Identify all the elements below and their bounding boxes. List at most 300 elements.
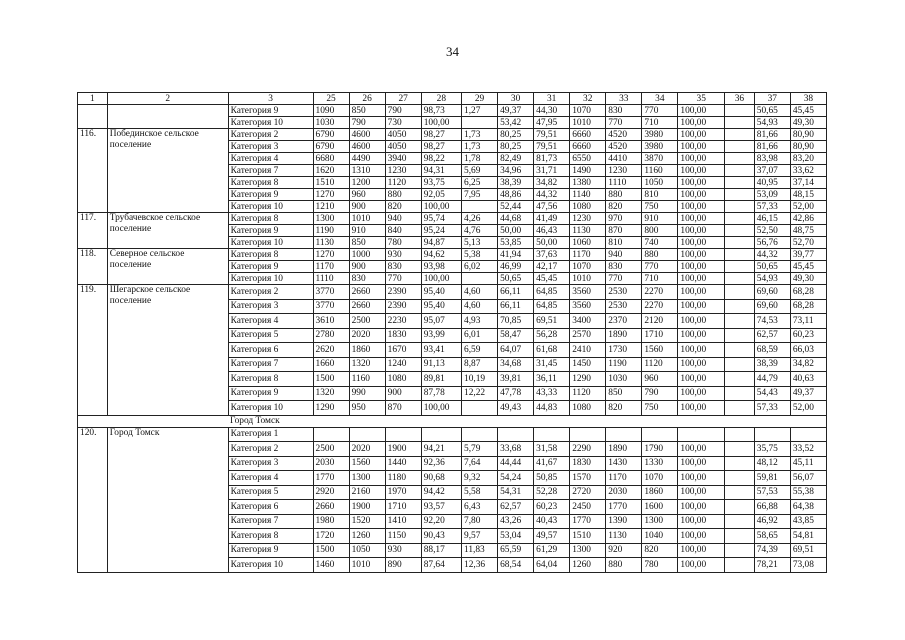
value-cell: 1790 [642, 442, 678, 457]
value-cell: 960 [642, 372, 678, 387]
value-cell: 970 [606, 213, 642, 225]
value-cell: 2530 [606, 299, 642, 314]
value-cell: 1600 [642, 500, 678, 515]
value-cell: 50,65 [498, 273, 534, 285]
value-cell: 880 [385, 189, 421, 201]
value-cell: 42,17 [534, 261, 570, 273]
value-cell: 770 [642, 105, 678, 117]
header-cell: 1 [78, 93, 108, 105]
value-cell: 4490 [349, 153, 385, 165]
value-cell: 40,95 [754, 177, 790, 189]
row-number [78, 105, 108, 129]
value-cell: 2270 [642, 285, 678, 300]
value-cell: 36,11 [534, 372, 570, 387]
value-cell: 52,50 [754, 225, 790, 237]
value-cell: 66,03 [790, 343, 826, 358]
value-cell [725, 129, 755, 141]
value-cell: 1320 [349, 357, 385, 372]
value-cell: 69,51 [790, 543, 826, 558]
value-cell [725, 558, 755, 573]
value-cell: 57,33 [754, 401, 790, 416]
value-cell: 940 [385, 213, 421, 225]
value-cell: 1040 [642, 529, 678, 544]
value-cell: 5,13 [462, 237, 498, 249]
value-cell: 4,60 [462, 285, 498, 300]
value-cell: 3400 [570, 314, 606, 329]
header-cell: 33 [606, 93, 642, 105]
value-cell: 58,65 [754, 529, 790, 544]
value-cell: 10,19 [462, 372, 498, 387]
value-cell: 100,00 [678, 456, 725, 471]
value-cell: 44,30 [534, 105, 570, 117]
header-cell: 28 [421, 93, 461, 105]
value-cell: 1300 [570, 543, 606, 558]
value-cell: 41,67 [534, 456, 570, 471]
value-cell: 47,56 [534, 201, 570, 213]
value-cell: 45,45 [790, 261, 826, 273]
value-cell: 43,26 [498, 514, 534, 529]
value-cell: 2450 [570, 500, 606, 515]
value-cell: 68,28 [790, 299, 826, 314]
value-cell: 12,22 [462, 386, 498, 401]
value-cell: 2290 [570, 442, 606, 457]
value-cell: 6,59 [462, 343, 498, 358]
category-cell: Категория 10 [228, 201, 313, 213]
value-cell: 1190 [606, 357, 642, 372]
value-cell [725, 117, 755, 129]
value-cell: 2620 [313, 343, 349, 358]
value-cell: 1900 [385, 442, 421, 457]
value-cell: 100,00 [421, 201, 461, 213]
value-cell: 46,43 [534, 225, 570, 237]
value-cell: 61,68 [534, 343, 570, 358]
value-cell: 7,64 [462, 456, 498, 471]
settlement-name: Побединское сельское поселение [107, 129, 228, 213]
value-cell: 990 [349, 386, 385, 401]
value-cell: 770 [385, 273, 421, 285]
value-cell: 90,43 [421, 529, 461, 544]
value-cell: 89,81 [421, 372, 461, 387]
value-cell: 1300 [642, 514, 678, 529]
value-cell: 87,78 [421, 386, 461, 401]
value-cell: 94,87 [421, 237, 461, 249]
header-cell: 3 [228, 93, 313, 105]
value-cell: 2660 [313, 500, 349, 515]
value-cell: 7,80 [462, 514, 498, 529]
value-cell: 80,90 [790, 129, 826, 141]
value-cell [725, 177, 755, 189]
value-cell: 48,15 [790, 189, 826, 201]
category-cell: Категория 9 [228, 543, 313, 558]
category-cell: Категория 5 [228, 485, 313, 500]
value-cell: 6660 [570, 129, 606, 141]
value-cell: 1,27 [462, 105, 498, 117]
value-cell: 2020 [349, 328, 385, 343]
value-cell: 780 [642, 558, 678, 573]
value-cell: 48,86 [498, 189, 534, 201]
value-cell: 52,00 [790, 201, 826, 213]
header-cell: 2 [107, 93, 228, 105]
value-cell: 4600 [349, 129, 385, 141]
value-cell: 6,25 [462, 177, 498, 189]
value-cell: 770 [642, 261, 678, 273]
value-cell: 40,43 [534, 514, 570, 529]
value-cell: 1510 [313, 177, 349, 189]
settlement-name [107, 105, 228, 129]
value-cell [725, 285, 755, 300]
value-cell: 1160 [349, 372, 385, 387]
category-cell: Категория 9 [228, 225, 313, 237]
value-cell [725, 237, 755, 249]
value-cell: 1570 [570, 471, 606, 486]
value-cell: 1,73 [462, 129, 498, 141]
value-cell: 68,59 [754, 343, 790, 358]
value-cell: 740 [642, 237, 678, 249]
value-cell: 48,75 [790, 225, 826, 237]
value-cell: 1140 [570, 189, 606, 201]
value-cell: 93,99 [421, 328, 461, 343]
value-cell: 1380 [570, 177, 606, 189]
value-cell: 9,57 [462, 529, 498, 544]
value-cell: 44,68 [498, 213, 534, 225]
category-cell: Категория 3 [228, 456, 313, 471]
value-cell: 1010 [349, 213, 385, 225]
value-cell: 69,51 [534, 314, 570, 329]
value-cell: 66,88 [754, 500, 790, 515]
value-cell: 1980 [313, 514, 349, 529]
value-cell: 2410 [570, 343, 606, 358]
value-cell: 1130 [606, 529, 642, 544]
value-cell [725, 328, 755, 343]
value-cell: 2500 [313, 442, 349, 457]
value-cell: 43,85 [790, 514, 826, 529]
value-cell: 1230 [606, 165, 642, 177]
value-cell: 57,33 [754, 201, 790, 213]
value-cell: 100,00 [678, 261, 725, 273]
value-cell: 2390 [385, 285, 421, 300]
row-number: 119. [78, 285, 108, 416]
value-cell: 59,81 [754, 471, 790, 486]
category-cell: Категория 10 [228, 237, 313, 249]
value-cell: 37,07 [754, 165, 790, 177]
value-cell: 920 [606, 543, 642, 558]
value-cell: 1030 [313, 117, 349, 129]
value-cell: 1320 [313, 386, 349, 401]
value-cell [725, 372, 755, 387]
value-cell [725, 343, 755, 358]
value-cell: 100,00 [678, 372, 725, 387]
value-cell: 710 [642, 273, 678, 285]
value-cell: 100,00 [678, 514, 725, 529]
value-cell: 100,00 [678, 543, 725, 558]
value-cell: 1720 [313, 529, 349, 544]
value-cell: 940 [606, 249, 642, 261]
value-cell: 62,57 [498, 500, 534, 515]
value-cell: 2020 [349, 442, 385, 457]
value-cell: 850 [349, 105, 385, 117]
value-cell: 37,63 [534, 249, 570, 261]
value-cell: 4410 [606, 153, 642, 165]
value-cell [462, 427, 498, 442]
value-cell: 100,00 [678, 105, 725, 117]
value-cell: 70,85 [498, 314, 534, 329]
value-cell: 4,93 [462, 314, 498, 329]
value-cell: 64,07 [498, 343, 534, 358]
value-cell [498, 427, 534, 442]
value-cell: 56,28 [534, 328, 570, 343]
value-cell: 850 [606, 386, 642, 401]
value-cell: 1080 [570, 401, 606, 416]
category-cell: Категория 4 [228, 153, 313, 165]
value-cell: 2780 [313, 328, 349, 343]
category-cell: Категория 6 [228, 343, 313, 358]
value-cell [725, 456, 755, 471]
value-cell: 1890 [606, 442, 642, 457]
value-cell: 50,00 [498, 225, 534, 237]
value-cell: 54,24 [498, 471, 534, 486]
value-cell: 1200 [349, 177, 385, 189]
value-cell: 93,75 [421, 177, 461, 189]
value-cell: 2370 [606, 314, 642, 329]
value-cell [725, 189, 755, 201]
value-cell: 41,94 [498, 249, 534, 261]
value-cell [725, 514, 755, 529]
value-cell: 45,11 [790, 456, 826, 471]
value-cell: 95,07 [421, 314, 461, 329]
value-cell: 1770 [313, 471, 349, 486]
value-cell: 100,00 [678, 141, 725, 153]
value-cell: 1450 [570, 357, 606, 372]
settlement-name: Шегарское сельское поселение [107, 285, 228, 416]
value-cell: 37,14 [790, 177, 826, 189]
category-cell: Категория 7 [228, 514, 313, 529]
value-cell: 68,54 [498, 558, 534, 573]
value-cell: 1,73 [462, 141, 498, 153]
value-cell: 1130 [570, 225, 606, 237]
value-cell: 840 [385, 225, 421, 237]
value-cell: 92,36 [421, 456, 461, 471]
value-cell: 100,00 [678, 285, 725, 300]
value-cell: 1310 [349, 165, 385, 177]
value-cell: 1060 [570, 237, 606, 249]
value-cell: 1500 [313, 543, 349, 558]
value-cell: 45,45 [534, 273, 570, 285]
value-cell: 1010 [349, 558, 385, 573]
value-cell: 31,45 [534, 357, 570, 372]
value-cell: 2030 [606, 485, 642, 500]
value-cell: 930 [385, 543, 421, 558]
value-cell: 1160 [642, 165, 678, 177]
value-cell: 47,78 [498, 386, 534, 401]
value-cell: 3610 [313, 314, 349, 329]
category-cell: Категория 9 [228, 105, 313, 117]
row-number: 117. [78, 213, 108, 249]
value-cell: 66,11 [498, 285, 534, 300]
value-cell: 92,20 [421, 514, 461, 529]
value-cell: 1500 [313, 372, 349, 387]
value-cell: 1070 [570, 261, 606, 273]
value-cell: 1120 [642, 357, 678, 372]
value-cell: 50,00 [534, 237, 570, 249]
value-cell: 38,39 [498, 177, 534, 189]
value-cell: 79,51 [534, 141, 570, 153]
value-cell: 1390 [606, 514, 642, 529]
value-cell: 100,00 [678, 249, 725, 261]
value-cell: 2660 [349, 299, 385, 314]
value-cell: 8,87 [462, 357, 498, 372]
value-cell: 830 [606, 105, 642, 117]
value-cell: 49,37 [498, 105, 534, 117]
value-cell: 880 [642, 249, 678, 261]
value-cell: 50,65 [754, 105, 790, 117]
value-cell: 53,09 [754, 189, 790, 201]
value-cell: 34,82 [534, 177, 570, 189]
row-number: 118. [78, 249, 108, 285]
category-cell: Категория 10 [228, 558, 313, 573]
value-cell: 1510 [570, 529, 606, 544]
value-cell: 880 [606, 558, 642, 573]
value-cell: 870 [606, 225, 642, 237]
value-cell: 1230 [570, 213, 606, 225]
value-cell: 100,00 [678, 273, 725, 285]
value-cell: 6,02 [462, 261, 498, 273]
value-cell: 830 [385, 261, 421, 273]
value-cell: 1030 [606, 372, 642, 387]
value-cell: 1620 [313, 165, 349, 177]
value-cell: 1090 [313, 105, 349, 117]
category-cell: Категория 2 [228, 129, 313, 141]
value-cell: 94,62 [421, 249, 461, 261]
settlement-name: Город Томск [107, 427, 228, 572]
value-cell: 50,65 [754, 261, 790, 273]
value-cell: 770 [606, 273, 642, 285]
value-cell: 2030 [313, 456, 349, 471]
value-cell: 100,00 [678, 177, 725, 189]
value-cell: 47,95 [534, 117, 570, 129]
value-cell: 39,77 [790, 249, 826, 261]
value-cell: 100,00 [678, 386, 725, 401]
value-cell [725, 314, 755, 329]
header-cell: 30 [498, 93, 534, 105]
value-cell: 90,68 [421, 471, 461, 486]
value-cell: 100,00 [678, 343, 725, 358]
settlement-name: Северное сельское поселение [107, 249, 228, 285]
category-cell: Категория 9 [228, 261, 313, 273]
value-cell: 44,79 [754, 372, 790, 387]
value-cell: 45,45 [790, 105, 826, 117]
value-cell: 57,53 [754, 485, 790, 500]
value-cell: 2570 [570, 328, 606, 343]
value-cell: 3560 [570, 285, 606, 300]
value-cell: 930 [385, 249, 421, 261]
table-row [78, 129, 827, 141]
value-cell: 5,79 [462, 442, 498, 457]
value-cell: 64,85 [534, 285, 570, 300]
value-cell: 56,76 [754, 237, 790, 249]
header-cell: 32 [570, 93, 606, 105]
value-cell: 33,52 [790, 442, 826, 457]
value-cell: 1410 [385, 514, 421, 529]
page-number: 34 [446, 44, 459, 59]
value-cell [725, 299, 755, 314]
value-cell: 1010 [570, 273, 606, 285]
value-cell: 100,00 [678, 225, 725, 237]
value-cell: 710 [642, 117, 678, 129]
value-cell: 60,23 [790, 328, 826, 343]
value-cell: 810 [642, 189, 678, 201]
value-cell [725, 201, 755, 213]
value-cell: 33,62 [790, 165, 826, 177]
value-cell: 6660 [570, 141, 606, 153]
value-cell [462, 117, 498, 129]
value-cell: 100,00 [421, 117, 461, 129]
category-cell: Категория 3 [228, 299, 313, 314]
value-cell: 68,28 [790, 285, 826, 300]
value-cell [725, 427, 755, 442]
value-cell: 93,98 [421, 261, 461, 273]
value-cell: 4,26 [462, 213, 498, 225]
value-cell: 1,78 [462, 153, 498, 165]
value-cell: 2120 [642, 314, 678, 329]
value-cell: 2720 [570, 485, 606, 500]
value-cell: 1890 [606, 328, 642, 343]
category-cell: Категория 4 [228, 471, 313, 486]
header-cell: 34 [642, 93, 678, 105]
value-cell: 69,60 [754, 285, 790, 300]
value-cell: 81,66 [754, 129, 790, 141]
value-cell: 2660 [349, 285, 385, 300]
value-cell: 98,73 [421, 105, 461, 117]
value-cell: 44,44 [498, 456, 534, 471]
value-cell: 790 [349, 117, 385, 129]
value-cell: 64,04 [534, 558, 570, 573]
value-cell: 5,69 [462, 165, 498, 177]
value-cell: 1330 [642, 456, 678, 471]
value-cell: 3940 [385, 153, 421, 165]
value-cell: 1210 [313, 201, 349, 213]
value-cell: 4050 [385, 141, 421, 153]
category-cell: Категория 3 [228, 141, 313, 153]
value-cell: 100,00 [678, 117, 725, 129]
category-cell: Категория 2 [228, 285, 313, 300]
value-cell: 49,30 [790, 273, 826, 285]
value-cell: 1230 [385, 165, 421, 177]
value-cell: 810 [606, 237, 642, 249]
value-cell: 6,01 [462, 328, 498, 343]
value-cell: 5,38 [462, 249, 498, 261]
value-cell: 46,99 [498, 261, 534, 273]
value-cell [462, 401, 498, 416]
value-cell: 6790 [313, 141, 349, 153]
value-cell [725, 471, 755, 486]
value-cell: 900 [385, 386, 421, 401]
category-cell: Категория 6 [228, 500, 313, 515]
value-cell [725, 357, 755, 372]
value-cell: 1290 [570, 372, 606, 387]
value-cell [606, 427, 642, 442]
value-cell: 98,27 [421, 129, 461, 141]
value-cell: 69,60 [754, 299, 790, 314]
category-cell: Категория 8 [228, 177, 313, 189]
value-cell: 750 [642, 401, 678, 416]
value-cell: 39,81 [498, 372, 534, 387]
category-cell: Категория 9 [228, 189, 313, 201]
value-cell: 49,37 [790, 386, 826, 401]
value-cell: 66,11 [498, 299, 534, 314]
value-cell: 730 [385, 117, 421, 129]
value-cell: 53,85 [498, 237, 534, 249]
value-cell: 100,00 [678, 500, 725, 515]
